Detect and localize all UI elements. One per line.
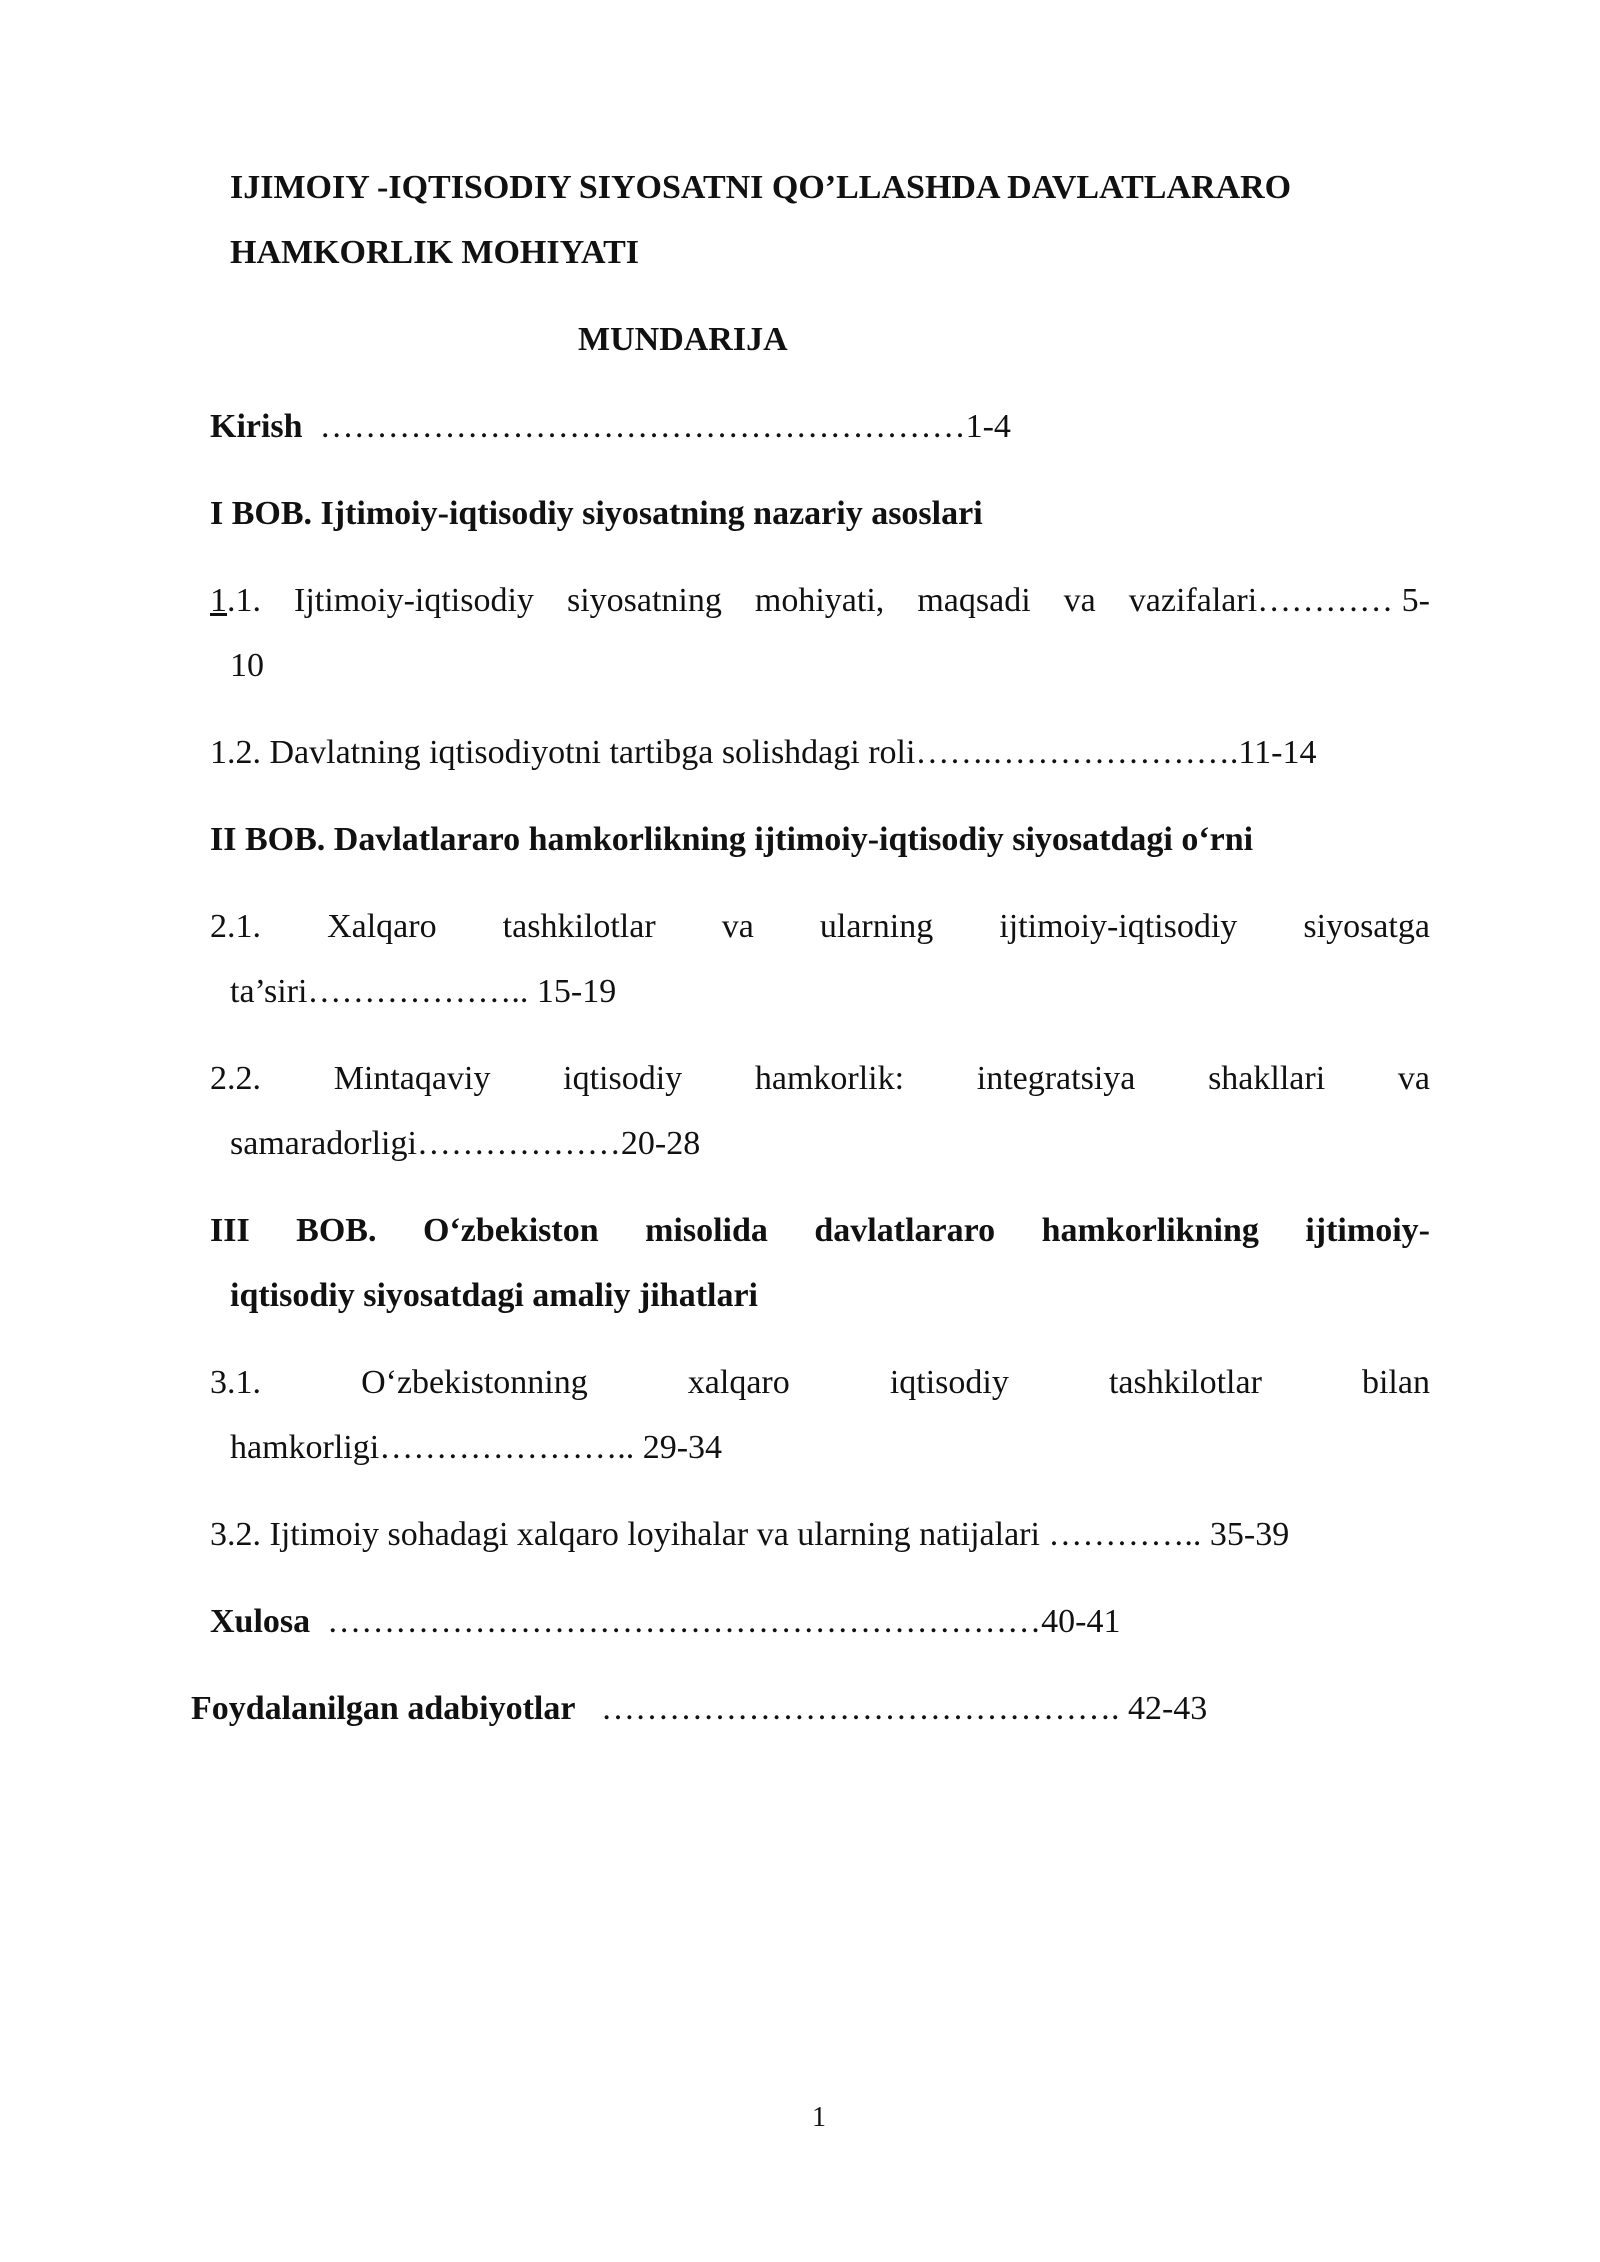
toc-entry-2-2 <box>210 1059 1430 1099</box>
toc-chapter-2: II BOB. Davlatlararo hamkorlikning ijtimoiy-iqtisodiy siyosatdagi o‘rni <box>210 821 1254 858</box>
toc-entry-2-1 <box>210 907 1430 947</box>
toc-heading: MUNDARIJA <box>578 321 788 358</box>
page-number: 1 <box>812 2102 826 2133</box>
toc-word: mohiyati, <box>754 582 885 619</box>
toc-word: va <box>1063 582 1096 619</box>
toc-chapter-3-continuation: iqtisodiy siyosatdagi amaliy jihatlari <box>230 1277 758 1314</box>
toc-word: maqsadi <box>917 582 1031 619</box>
toc-word: Xalqaro <box>327 908 437 945</box>
toc-entry-leader: ………………………………………. 42-43 <box>600 1690 1208 1727</box>
toc-word: ijtimoiy- <box>1305 1212 1430 1249</box>
toc-entry-1-1 <box>210 581 1430 621</box>
toc-word: va <box>721 908 754 945</box>
document-title-line-1: IJIMOIY -IQTISODIY SIYOSATNI QO’LLASHDA DAVLATLARARO <box>230 169 1292 206</box>
toc-word: 3.1. <box>210 1364 261 1401</box>
document-title-line-2: HAMKORLIK MOHIYATI <box>230 234 639 271</box>
toc-word: 2.1. <box>210 908 261 945</box>
toc-word: vazifalari………… 5- <box>1128 582 1430 619</box>
toc-word: ijtimoiy-iqtisodiy <box>999 908 1238 945</box>
toc-word: misolida <box>645 1212 768 1249</box>
toc-word: 2.2. <box>210 1060 261 1097</box>
toc-word: shakllari <box>1208 1060 1326 1097</box>
toc-entry-label: Foydalanilgan adabiyotlar <box>191 1690 576 1727</box>
toc-word: xalqaro <box>687 1364 790 1401</box>
toc-entry-1-2: 1.2. Davlatning iqtisodiyotni tartibga solishdagi roli…….………………….11-14 <box>210 734 1317 771</box>
toc-word: tashkilotlar <box>502 908 656 945</box>
toc-entry-references <box>191 1689 1207 1729</box>
toc-word: hamkorlik: <box>754 1060 905 1097</box>
toc-entry-number <box>210 581 261 621</box>
toc-word: hamkorlikning <box>1041 1212 1259 1249</box>
toc-word: integratsiya <box>976 1060 1136 1097</box>
toc-entry-3-1 <box>210 1363 1430 1403</box>
toc-entry-number-rest: .1. <box>227 582 261 619</box>
toc-entry-number-underlined: 1 <box>210 582 227 619</box>
toc-entry-kirish <box>210 407 1011 447</box>
toc-chapter-1: I BOB. Ijtimoiy-iqtisodiy siyosatning nazariy asoslari <box>210 495 983 532</box>
toc-entry-3-2: 3.2. Ijtimoiy sohadagi xalqaro loyihalar va ularning natijalari ………….. 35-39 <box>210 1516 1290 1553</box>
toc-entry-3-1-continuation: hamkorligi………………….. 29-34 <box>230 1429 723 1466</box>
toc-word: bilan <box>1361 1364 1430 1401</box>
toc-entry-1-1-continuation: 10 <box>230 647 264 684</box>
toc-word: iqtisodiy <box>563 1060 683 1097</box>
toc-word: siyosatga <box>1303 908 1430 945</box>
toc-entry-label: Kirish <box>210 408 303 445</box>
toc-word: Mintaqaviy <box>333 1060 491 1097</box>
toc-word: va <box>1397 1060 1430 1097</box>
toc-word: Ijtimoiy-iqtisodiy <box>294 582 534 619</box>
toc-entry-label: Xulosa <box>210 1603 311 1640</box>
toc-word: davlatlararo <box>814 1212 996 1249</box>
toc-word: tashkilotlar <box>1108 1364 1262 1401</box>
toc-word: O‘zbekistonning <box>361 1364 588 1401</box>
toc-word: ularning <box>819 908 934 945</box>
toc-chapter-3 <box>210 1211 1430 1251</box>
toc-entry-xulosa <box>210 1602 1120 1642</box>
toc-word: iqtisodiy <box>889 1364 1009 1401</box>
toc-entry-2-1-continuation: ta’siri……………….. 15-19 <box>230 973 617 1010</box>
toc-entry-leader: …………………………………………………1-4 <box>319 408 1011 445</box>
toc-word: siyosatning <box>566 582 722 619</box>
toc-word: BOB. <box>296 1212 377 1249</box>
toc-entry-leader: ………………………………………………………40-41 <box>327 1603 1121 1640</box>
toc-entry-2-2-continuation: samaradorligi………………20-28 <box>230 1125 701 1162</box>
toc-word: O‘zbekiston <box>422 1212 599 1249</box>
toc-word: III <box>210 1212 250 1249</box>
